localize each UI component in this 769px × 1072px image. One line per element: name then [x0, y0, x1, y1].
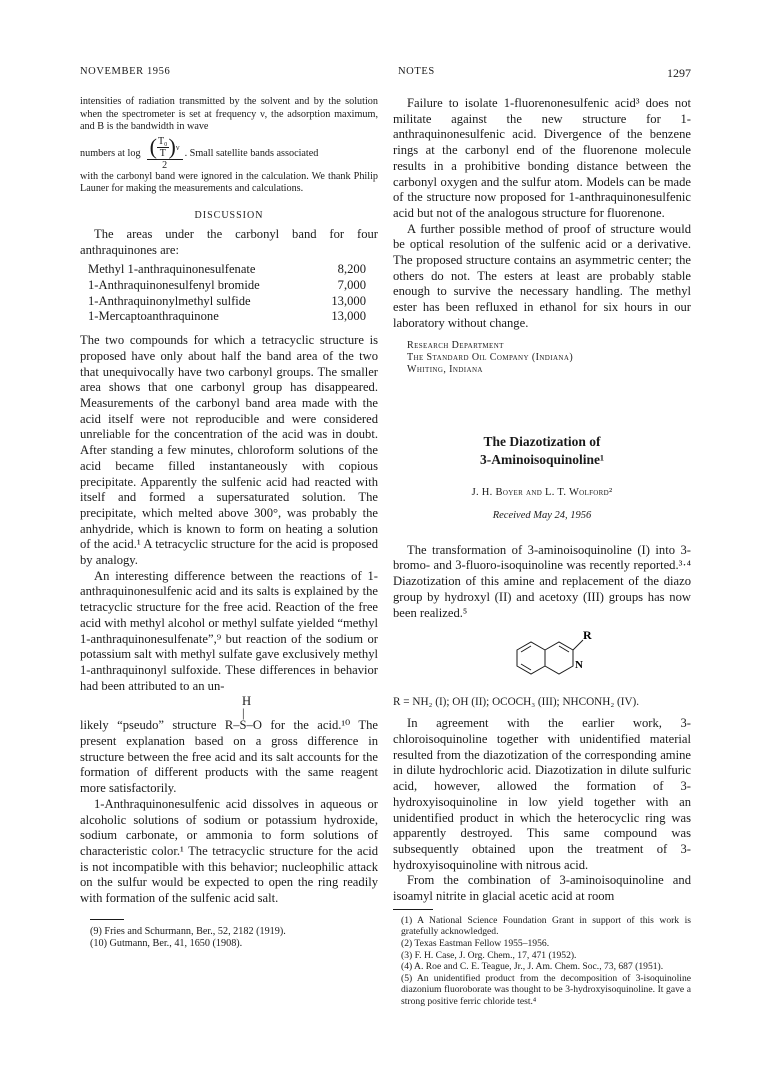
table-row — [80, 309, 378, 325]
intro-text: intensities of radiation transmitted by the solvent and by the solution when the spectrometer is set at frequency ν, the adsorption maximum, and B is the bandwidth in wave — [80, 96, 378, 133]
footnote: (3) F. H. Case, J. Org. Chem., 17, 471 (1952). — [401, 949, 577, 961]
paragraph-transformation: The transformation of 3-aminoisoquinoline (I) into 3-bromo- and 3-fluoro-isoquinoline was recently reported.³·⁴ Diazotization of this amine and replacement of the diazo group by hydroxyl (II) and acetoxy (III) groups has now been realized.⁵ — [393, 542, 691, 620]
formula-suffix: . Small satellite bands associated — [184, 147, 319, 159]
paragraph-two-compounds: The two compounds for which a tetracyclic structure is proposed have only about half the band area of the two that unequivocally have two carbonyl groups. The smaller area shows that one carbonyl group has disappeared. Measurements of the carbonyl band area made with the acid itself were not reproducible and were considered unreliable for the concentration of the acid was in doubt. After standing a few minutes, chloroform solutions of the acid became filled instantaneously with copious precipitate. Apparently the sulfenic acid had reacted with itself and formed a supersaturated solution. The precipitate, which melted above 300°, was probably the anhydride, which is known to form on heating a solution of the acid.¹ A tetracyclic structure for the acid is proposed by analogy. — [80, 333, 378, 568]
footnote: (4) A. Roe and C. E. Teague, Jr., J. Am. Chem. Soc., 73, 687 (1951). — [401, 961, 664, 973]
section-name: NOTES — [398, 66, 435, 77]
footnote: (2) Texas Eastman Fellow 1955–1956. — [401, 937, 550, 949]
footnotes-right — [393, 915, 691, 1008]
paragraph-agreement: In agreement with the earlier work, 3-chloroisoquinoline together with unidentified material resulted from the diazotization of the corresponding amine in dilute hydrochloric acid. Diazotization in dilute sulfuric acid, however, allowed the formation of 3-hydroxyisoquinoline in low yield together with an unidentified product in which the heterocyclic ring was apparently destroyed. This same compound was subsequently obtained upon the treatment of 3-hydroxyisoquinoline with nitrous acid. — [393, 716, 691, 872]
formula-denominator: T — [159, 147, 166, 159]
footnote-rule-right — [393, 909, 433, 910]
structure-r-label: R — [583, 629, 592, 643]
structure-bond: | — [242, 706, 245, 721]
band-area-value: 13,000 — [331, 293, 366, 308]
table-row — [80, 294, 378, 310]
isoquinoline-structure — [393, 629, 691, 691]
band-area-value: 8,200 — [337, 262, 366, 277]
paragraph-from: From the combination of 3-aminoisoquinoline and isoamyl nitrite in glacial acetic acid at room — [393, 873, 691, 904]
running-head — [80, 66, 691, 82]
affiliation-line: Research Department — [407, 339, 504, 351]
issue-date: NOVEMBER 1956 — [80, 66, 171, 77]
received-date: Received May 24, 1956 — [492, 509, 592, 521]
formula-divisor: 2 — [147, 159, 183, 171]
footnote-rule-left — [90, 919, 124, 920]
paragraph-difference: An interesting difference between the reactions of 1-anthraquinonesulfenic acid and its salts is explained by the tetracyclic structure for the free acid. Reaction of the free acid with methyl alcohol or methyl sulfate yielded “methyl 1-anthraquinonesulfenate”,⁹ but reaction of the sodium or potassium salt with methyl sulfate gave exclusively methyl 1-anthraquinonyl sulfoxide. These differences in behavior had been attributed to an un- — [80, 568, 378, 693]
structure-n-label: N — [575, 659, 583, 672]
structure-h-label: H — [242, 694, 252, 709]
formula-subscript: ν — [175, 142, 180, 152]
footnotes-left — [80, 926, 378, 951]
compound-name: 1-Anthraquinonesulfenyl bromide — [88, 278, 260, 293]
r-definition: R = NH₂ (I); OH (II); OCOCH₃ (III); NHCONH₂ (IV). — [393, 696, 640, 709]
band-area-value: 7,000 — [337, 278, 366, 293]
affiliation — [407, 340, 691, 377]
article-title — [393, 433, 691, 469]
areas-table — [80, 262, 378, 325]
affiliation-line: Whiting, Indiana — [407, 364, 483, 376]
band-area-value: 13,000 — [331, 309, 366, 324]
formula-prefix: numbers at log — [80, 147, 141, 159]
table-row — [80, 278, 378, 294]
compound-name: 1-Mercaptoanthraquinone — [88, 309, 219, 324]
paragraph-failure: Failure to isolate 1-fluorenonesulfenic acid³ does not militate against the new structure for 1-anthraquinonesulfenic acid. Divergence of the benzene rings at the carbonyl end of the fluorenone molecule results in a prohibitive bonding distance between the carbonyl oxygen and the sulfur atom. Models can be made of the structure now proposed for 1-anthraquinonesulfenic acid but not of the analogous structure for fluorenone. — [393, 96, 691, 220]
footnote: (1) A National Science Foundation Grant in support of this work is gratefully acknowledged. — [401, 914, 691, 938]
affiliation-line: The Standard Oil Company (Indiana) — [407, 351, 574, 363]
footnote: (9) Fries and Schurmann, Ber., 52, 2182 (1919). — [90, 925, 286, 937]
compound-name: Methyl 1-anthraquinonesulfenate — [88, 262, 256, 277]
discussion-heading: DISCUSSION — [194, 209, 264, 221]
paragraph-likely: likely “pseudo” structure R–S–O for the acid.¹⁰ The present explanation based on a gross difference in structure between the free acid and its salt accounts for the formation of different products with the same reagent more satisfactorily. — [80, 718, 378, 796]
paragraph-areas-intro: The areas under the carbonyl band for four anthraquinones are: — [80, 226, 378, 257]
right-column — [393, 96, 691, 1007]
page-number: 1297 — [667, 66, 691, 80]
isoquinoline-ring-diagram — [497, 629, 597, 691]
article-title-line: 3-Aminoisoquinoline¹ — [479, 451, 605, 467]
left-column — [80, 96, 378, 951]
paragraph-dissolves: 1-Anthraquinonesulfenic acid dissolves in aqueous or alcoholic solutions of sodium or potassium hydroxide, sodium carbonate, or ammonia to form solutions of characteristic color.¹ The tetracyclic structure for the acid is not incompatible with this behavior; nucleophilic attack on the sulfur would be expected to open the ring readily with formation of the sulfenic acid salt. — [80, 796, 378, 906]
log-formula — [80, 136, 378, 171]
footnote: (5) An unidentified product from the decomposition of 3-isoquinoline diazonium fluoroborate was thought to be 3-hydroxyisoquinoline. It gave a strong positive ferric chloride test.⁴ — [401, 972, 691, 1007]
compound-name: 1-Anthraquinonylmethyl sulfide — [88, 293, 251, 308]
article-title-line: The Diazotization of — [483, 433, 601, 449]
footnote: (10) Gutmann, Ber., 41, 1650 (1908). — [90, 938, 243, 950]
intro-text-2: with the carbonyl band were ignored in the calculation. We thank Philip Launer for making the measurements and calculations. — [80, 170, 378, 195]
formula-numerator: T₀ — [157, 135, 168, 147]
table-row — [80, 262, 378, 278]
authors: J. H. Boyer and L. T. Wolford² — [471, 486, 613, 498]
formula-fraction: ( $\frac{\text{T₀}}{T}$ ) ν 2 — [147, 136, 183, 171]
paragraph-further: A further possible method of proof of structure would be optical resolution of the sulfenic acid or a derivative. The proposed structure contains an asymmetric center; the others do not. The esters at least are probably stable enough to survive the necessary handling. The methyl ester has been refluxed in ethanol for six hours in our laboratory without change. — [393, 221, 691, 330]
